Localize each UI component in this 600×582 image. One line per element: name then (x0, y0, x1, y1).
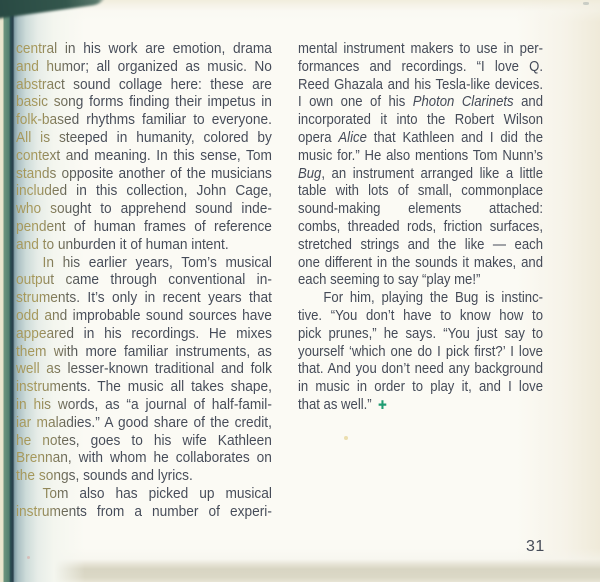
text-line: pick prunes,” he says. “You just say to (298, 324, 543, 342)
text-line: that. And you don’t need any background (298, 360, 543, 378)
text-line: I own one of his Photon Clarinets and (298, 93, 543, 111)
text-line: instruments. The music all takes shape, (16, 378, 272, 396)
text-line: opera Alice that Kathleen and I did the (298, 128, 543, 146)
text-line: well as lesser-known traditional and folk (16, 360, 272, 378)
end-of-article-mark: ✚ (377, 397, 387, 412)
text-line: instruments from a number of experi- (16, 502, 272, 520)
text-line: Bug, an instrument arranged like a little (298, 164, 543, 182)
text-line: context and meaning. In this sense, Tom (16, 146, 272, 164)
dust-speck (344, 436, 348, 440)
text-line: stretched strings and the like — each (298, 235, 543, 253)
page-corner-shadow (0, 0, 109, 23)
text-line: who sought to apprehend sound inde- (16, 200, 272, 218)
text-line: yourself ‘which one do I pick first?’ I love (298, 342, 543, 360)
text-line: Reed Ghazala and his Tesla-like devices. (298, 75, 543, 93)
text-line: Tom also has picked up musical (16, 485, 272, 503)
text-line: in his words, as “a journal of half-famil- (16, 395, 272, 413)
text-line: he notes, goes to his wife Kathleen (16, 431, 272, 449)
text-line: In his earlier years, Tom’s musical (16, 254, 272, 272)
text-line: included in this collection, John Cage, (16, 182, 272, 200)
text-line: mental instrument makers to use in per- (298, 40, 543, 57)
left-column (16, 40, 272, 521)
text-line: in music in order to play it, and I love (298, 378, 543, 396)
italic-title: Alice (338, 128, 367, 146)
text-line: table with lots of small, commonplace (298, 182, 543, 200)
italic-title: Photon Clarinets (412, 93, 514, 111)
text-line: each seeming to say “play me!” (298, 271, 481, 289)
text-line: pendent of human frames of reference (16, 217, 272, 235)
text-line: abstract sound collage here: these are (16, 75, 272, 93)
text-line: formances and recordings. “I love Q. (298, 57, 543, 75)
text-line: folk-based rhythms familiar to everyone. (16, 111, 272, 129)
dust-speck (583, 2, 589, 5)
text-line: central in his work are emotion, drama (16, 40, 272, 57)
text-line: All is steeped in humanity, colored by (16, 128, 272, 146)
text-line: struments. It’s only in recent years that (16, 289, 272, 307)
text-line: appeared in his recordings. He mixes (16, 324, 272, 342)
text-line: and to unburden it of human intent. (16, 236, 272, 254)
text-line: iar maladies.” A good share of the credit, (16, 413, 272, 431)
text-line: Brennan, with whom he collaborates on (16, 449, 272, 467)
text-line: and humor; all organized as music. No (16, 57, 272, 75)
text-line: incorporated it into the Robert Wilson (298, 111, 543, 129)
text-line: combs, threaded rods, friction surfaces, (298, 217, 543, 235)
text-line: stands opposite another of the musicians (16, 164, 272, 182)
text-line: one different in the sounds it makes, and (298, 253, 543, 271)
text-line: tive. “You don’t have to know how to (298, 306, 543, 324)
text-line: them with more familiar instruments, as (16, 342, 272, 360)
dust-speck (27, 556, 30, 559)
text-line: sound-making elements attached: (298, 200, 543, 218)
text-line: basic song forms finding their impetus in (16, 93, 272, 111)
text-line: For him, playing the Bug is instinc- (323, 289, 543, 307)
text-line: the songs, sounds and lyrics. (16, 467, 272, 485)
italic-title: Bug (298, 164, 322, 182)
text-line: that as well.” ✚ (298, 395, 387, 413)
text-line: music for.” He also mentions Tom Nunn’s (298, 146, 543, 164)
text-line: output came through conventional in- (16, 271, 272, 289)
text-line: odd and improbable sound sources have (16, 306, 272, 324)
page-number: 31 (526, 538, 545, 555)
right-column (298, 40, 543, 414)
